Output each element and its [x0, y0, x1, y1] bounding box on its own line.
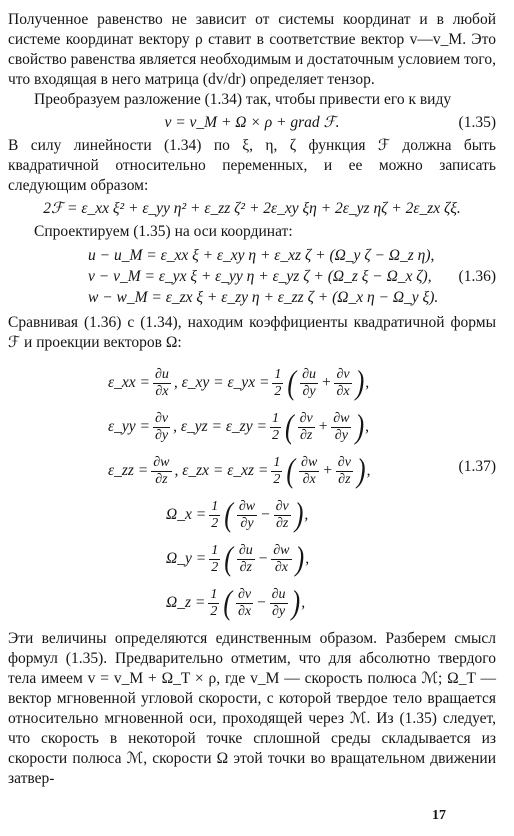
strain-row-2-diag-numerator: ∂w — [153, 454, 170, 470]
strain-row-1-diag — [153, 411, 170, 444]
quadratic-form-body: 2ℱ = ε_xx ξ² + ε_yy η² + ε_zz ζ² + 2ε_xy ξη + 2ε_yz ηζ + 2ε_zx ζξ. — [43, 200, 461, 217]
omega-row-2-half-numerator: 1 — [210, 586, 218, 602]
omega-row-2-term-b-denominator: ∂y — [272, 603, 286, 619]
strain-row-0-half-numerator: 1 — [274, 366, 282, 382]
strain-row-1-mid: , ε_yz = ε_zy = — [173, 418, 267, 435]
omega-row-2-half — [208, 587, 219, 620]
omega-row-2-term-b — [270, 587, 288, 620]
strain-row-2-close-paren: ) — [356, 451, 366, 490]
strain-row-0-lhs: ε_xx = — [108, 374, 150, 391]
omega-row-2-operator: − — [256, 594, 267, 611]
strain-row-0-term-b-numerator: ∂v — [336, 366, 350, 382]
strain-row-1-term-b — [331, 411, 351, 444]
strain-row-0 — [108, 361, 496, 405]
strain-row-2-term-b-numerator: ∂v — [337, 454, 351, 470]
system-line-u: u − u_M = ε_xx ξ + ε_xy η + ε_xz ζ + (Ω_y ζ − Ω_z η), — [88, 247, 435, 264]
strain-row-0-diag-numerator: ∂u — [154, 366, 169, 382]
equation-1-35-body: v = v_M + Ω × ρ + grad ℱ. — [164, 114, 340, 131]
omega-row-0-term-a-numerator: ∂w — [238, 498, 256, 514]
equation-1-35 — [8, 113, 496, 133]
omega-row-0-half-denominator: 2 — [211, 515, 219, 531]
strain-row-1-lhs: ε_yy = — [108, 418, 150, 435]
system-line-v: v − v_M = ε_yx ξ + ε_yy η + ε_yz ζ + (Ω_z ξ − Ω_x ζ), — [88, 268, 432, 285]
omega-row-0-close-paren: ) — [294, 495, 304, 534]
strain-row-0-half-denominator: 2 — [274, 383, 282, 399]
strain-row-1-operator: + — [317, 418, 329, 435]
strain-row-1 — [108, 405, 496, 449]
strain-row-0-diag-denominator: ∂x — [155, 383, 169, 399]
equation-system-1-36 — [88, 246, 496, 309]
strain-row-1-open-paren: ( — [284, 407, 294, 446]
strain-row-1-close-paren: ) — [355, 407, 365, 446]
strain-row-0-operator: + — [321, 374, 332, 391]
paragraph-1: Полученное равенство не зависит от системы координат и в любой системе координат вектору ρ ставит в соответствие вектор v—v_M. Это свойство равенства является необходимым и достаточным условием того, что входящая в него матрица (dv/dr) определяет тензор. — [8, 11, 496, 88]
omega-row-0-term-b-numerator: ∂v — [275, 498, 289, 514]
paragraph-4: Спроектируем (1.35) на оси координат: — [34, 223, 293, 240]
strain-row-1-term-a-numerator: ∂v — [299, 410, 313, 426]
strain-row-2-lhs: ε_zz = — [108, 462, 149, 479]
strain-row-2-half-numerator: 1 — [273, 454, 281, 470]
strain-row-1-half — [270, 411, 281, 444]
omega-row-0-half-numerator: 1 — [211, 498, 219, 514]
omega-row-1-open-paren: ( — [224, 539, 233, 578]
strain-row-2-open-paren: ( — [286, 451, 296, 490]
omega-row-2-term-b-numerator: ∂u — [271, 586, 286, 602]
omega-row-2-term-a-numerator: ∂v — [238, 586, 252, 602]
strain-row-1-diag-numerator: ∂v — [154, 410, 169, 426]
strain-row-0-term-a-numerator: ∂u — [302, 366, 316, 382]
strain-row-1-diag-denominator: ∂y — [154, 427, 169, 443]
strain-row-0-half — [272, 367, 283, 400]
omega-row-2-open-paren: ( — [223, 583, 232, 622]
strain-row-1-term-b-denominator: ∂y — [334, 427, 348, 443]
strain-row-1-comma: , — [365, 418, 370, 435]
strain-row-0-comma: , — [365, 374, 370, 391]
omega-row-1-term-a-denominator: ∂z — [239, 559, 252, 575]
strain-rate-rows — [8, 361, 496, 493]
strain-row-0-term-b-denominator: ∂x — [336, 383, 350, 399]
omega-row-0-term-a — [237, 499, 257, 532]
omega-row-0-term-b — [274, 499, 291, 532]
paragraph-6: Эти величины определяются единственным образом. Разберем смысл формул (1.35). Предварительно отметим, что для абсолютно твердого тела имеем v = v_M + Ω_T × ρ, где v_M — скорость полюса ℳ; Ω_T — вектор мгновенной угловой скорости, с которой твердое тело вращается относительно мгновенной оси, проходящей через ℳ. Из (1.35) следует, что скорость в некоторой точке сплошной среды складывается из скорости полюса ℳ, скорости Ω этой точки во вращательном движении затвер- — [8, 630, 496, 787]
strain-row-1-half-denominator: 2 — [271, 427, 279, 443]
strain-row-0-term-a — [300, 367, 318, 400]
omega-row-1-close-paren: ) — [295, 539, 305, 578]
omega-row-1-lhs: Ω_y = — [166, 550, 207, 567]
strain-row-2-mid: , ε_zx = ε_xz = — [174, 462, 269, 479]
strain-row-2-half — [271, 455, 282, 488]
strain-row-1-term-a — [298, 411, 315, 444]
equation-number-1-37: (1.37) — [458, 458, 496, 475]
strain-row-0-mid: , ε_xy = ε_yx = — [173, 374, 270, 391]
omega-row-1-term-a — [237, 543, 255, 576]
strain-row-0-close-paren: ) — [355, 363, 365, 402]
strain-row-1-half-numerator: 1 — [271, 410, 279, 426]
omega-row-1-half-numerator: 1 — [211, 542, 219, 558]
omega-row-0 — [166, 493, 496, 537]
omega-row-2-term-a — [236, 587, 253, 620]
strain-row-2-half-denominator: 2 — [273, 471, 281, 487]
strain-row-0-term-a-denominator: ∂y — [302, 383, 316, 399]
strain-row-2-term-a-numerator: ∂w — [301, 454, 318, 470]
omega-row-2-half-denominator: 2 — [210, 603, 218, 619]
omega-row-1 — [166, 537, 496, 581]
strain-row-2-term-b-denominator: ∂z — [338, 471, 351, 487]
omega-row-0-lhs: Ω_x = — [166, 506, 207, 523]
omega-row-1-half-denominator: 2 — [211, 559, 219, 575]
strain-row-0-term-b — [334, 367, 351, 400]
omega-row-0-comma: , — [304, 506, 309, 523]
omega-row-2-term-a-denominator: ∂x — [238, 603, 252, 619]
strain-row-2-diag-denominator: ∂z — [155, 471, 168, 487]
omega-row-0-half — [209, 499, 220, 532]
omega-row-1-comma: , — [305, 550, 310, 567]
omega-row-1-term-b-denominator: ∂x — [274, 559, 288, 575]
equation-block-1-37 — [8, 361, 496, 625]
omega-row-1-term-a-numerator: ∂u — [238, 542, 253, 558]
paragraph-5: Сравнивая (1.36) с (1.34), находим коэффициенты квадратичной формы ℱ и проекции векторов Ω: — [8, 314, 496, 351]
omega-row-2-comma: , — [301, 594, 306, 611]
omega-row-0-open-paren: ( — [224, 495, 233, 534]
strain-row-2-comma: , — [366, 462, 371, 479]
strain-row-2-term-a-denominator: ∂x — [302, 471, 316, 487]
strain-row-0-diag — [153, 367, 171, 400]
paragraph-2: Преобразуем разложение (1.34) так, чтобы привести его к виду — [34, 91, 452, 108]
strain-row-0-open-paren: ( — [287, 363, 297, 402]
strain-row-2-term-a — [299, 455, 319, 488]
omega-row-2-lhs: Ω_z = — [166, 594, 206, 611]
vorticity-rows — [8, 493, 496, 625]
omega-row-0-term-a-denominator: ∂y — [240, 515, 254, 531]
omega-row-2 — [166, 581, 496, 625]
omega-row-1-term-b — [271, 543, 291, 576]
strain-row-1-term-a-denominator: ∂z — [299, 427, 313, 443]
strain-row-2-operator: + — [322, 462, 333, 479]
omega-row-0-term-b-denominator: ∂z — [275, 515, 289, 531]
equation-number-1-35: (1.35) — [458, 114, 496, 131]
system-line-w: w − w_M = ε_zx ξ + ε_zy η + ε_zz ζ + (Ω_x η − Ω_y ξ). — [88, 289, 439, 306]
equation-quadratic-form — [8, 199, 496, 219]
equation-number-1-36: (1.36) — [458, 268, 496, 285]
omega-row-0-operator: − — [260, 506, 271, 523]
omega-row-1-half — [209, 543, 220, 576]
page-number: 17 — [432, 808, 446, 823]
paragraph-3: В силу линейности (1.34) по ξ, η, ζ функция ℱ должна быть квадратичной относительно переменных, и ее можно записать следующим образом: — [8, 137, 496, 194]
omega-row-1-term-b-numerator: ∂w — [273, 542, 290, 558]
strain-row-1-term-b-numerator: ∂w — [333, 410, 350, 426]
omega-row-1-operator: − — [257, 550, 269, 567]
omega-row-2-close-paren: ) — [291, 583, 301, 622]
strain-row-2-diag — [151, 455, 171, 488]
strain-row-2 — [108, 449, 496, 493]
strain-row-2-term-b — [336, 455, 353, 488]
